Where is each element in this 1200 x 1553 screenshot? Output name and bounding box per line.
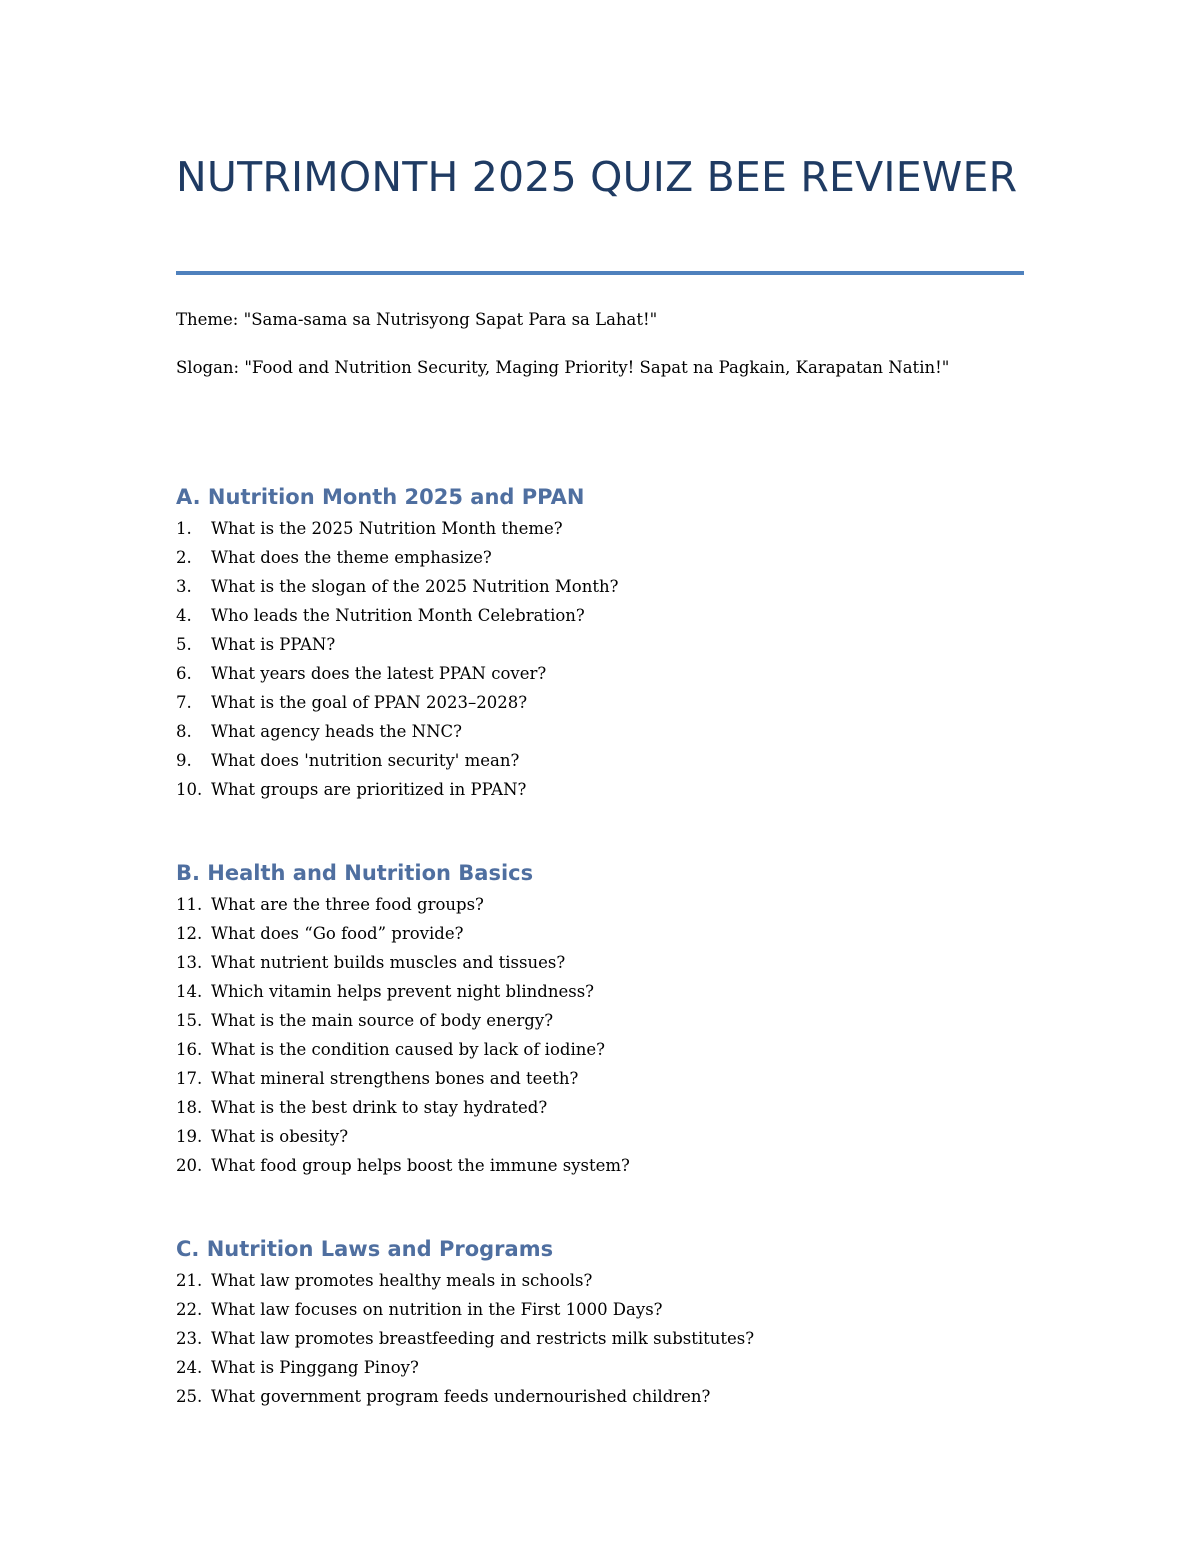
theme-line: Theme: "Sama-sama sa Nutrisyong Sapat Para sa Lahat!" — [176, 310, 658, 329]
question-text: What is the slogan of the 2025 Nutrition Month? — [211, 577, 619, 596]
question-text: What is the main source of body energy? — [211, 1011, 554, 1030]
question-number: 4. — [176, 606, 192, 625]
question-item — [176, 1006, 1036, 1035]
question-item — [176, 1266, 1036, 1295]
question-number: 6. — [176, 664, 192, 683]
question-item — [176, 572, 1036, 601]
question-number: 18. — [176, 1098, 203, 1117]
title-divider — [176, 271, 1024, 275]
slogan-line: Slogan: "Food and Nutrition Security, Maging Priority! Sapat na Pagkain, Karapatan Natin!" — [176, 358, 950, 377]
section-heading: A. Nutrition Month 2025 and PPAN — [176, 485, 585, 509]
section-heading: B. Health and Nutrition Basics — [176, 861, 534, 885]
section-nutrition-laws — [176, 1234, 1036, 1411]
question-number: 7. — [176, 693, 192, 712]
section-heading: C. Nutrition Laws and Programs — [176, 1237, 554, 1261]
question-text: What years does the latest PPAN cover? — [211, 664, 547, 683]
question-text: What agency heads the NNC? — [211, 722, 463, 741]
question-item — [176, 688, 1036, 717]
question-number: 19. — [176, 1127, 203, 1146]
question-item — [176, 1382, 1036, 1411]
question-text: What is the condition caused by lack of iodine? — [211, 1040, 605, 1059]
question-text: What food group helps boost the immune system? — [211, 1156, 630, 1175]
question-number: 11. — [176, 895, 203, 914]
question-number: 5. — [176, 635, 192, 654]
question-text: What government program feeds undernourished children? — [211, 1387, 711, 1406]
question-text: What mineral strengthens bones and teeth? — [211, 1069, 579, 1088]
question-item — [176, 514, 1036, 543]
question-item — [176, 919, 1036, 948]
question-number: 23. — [176, 1329, 203, 1348]
question-item — [176, 1122, 1036, 1151]
question-text: What is the best drink to stay hydrated? — [211, 1098, 548, 1117]
question-text: Who leads the Nutrition Month Celebration? — [211, 606, 585, 625]
question-item — [176, 1093, 1036, 1122]
question-item — [176, 1064, 1036, 1093]
question-text: What does “Go food” provide? — [211, 924, 464, 943]
question-number: 9. — [176, 751, 192, 770]
question-number: 21. — [176, 1271, 203, 1290]
question-text: What is PPAN? — [211, 635, 336, 654]
question-list — [176, 1266, 1036, 1411]
question-text: What law promotes healthy meals in schools? — [211, 1271, 593, 1290]
question-item — [176, 630, 1036, 659]
question-item — [176, 977, 1036, 1006]
question-number: 1. — [176, 519, 192, 538]
question-text: Which vitamin helps prevent night blindness? — [211, 982, 595, 1001]
question-text: What law promotes breastfeeding and restricts milk substitutes? — [211, 1329, 755, 1348]
question-item — [176, 890, 1036, 919]
question-item — [176, 775, 1036, 804]
question-number: 20. — [176, 1156, 203, 1175]
question-item — [176, 601, 1036, 630]
question-list — [176, 890, 1036, 1180]
question-item — [176, 659, 1036, 688]
question-text: What is Pinggang Pinoy? — [211, 1358, 419, 1377]
question-text: What does 'nutrition security' mean? — [211, 751, 520, 770]
question-number: 8. — [176, 722, 192, 741]
question-list — [176, 514, 1036, 804]
question-item — [176, 746, 1036, 775]
question-text: What nutrient builds muscles and tissues? — [211, 953, 566, 972]
question-item — [176, 1295, 1036, 1324]
question-text: What is the goal of PPAN 2023–2028? — [211, 693, 528, 712]
question-text: What is obesity? — [211, 1127, 349, 1146]
question-number: 25. — [176, 1387, 203, 1406]
question-number: 14. — [176, 982, 203, 1001]
question-text: What does the theme emphasize? — [211, 548, 492, 567]
question-number: 2. — [176, 548, 192, 567]
question-number: 17. — [176, 1069, 203, 1088]
question-number: 22. — [176, 1300, 203, 1319]
question-text: What is the 2025 Nutrition Month theme? — [211, 519, 563, 538]
question-text: What are the three food groups? — [211, 895, 484, 914]
question-item — [176, 543, 1036, 572]
question-item — [176, 1035, 1036, 1064]
question-number: 24. — [176, 1358, 203, 1377]
question-item — [176, 1151, 1036, 1180]
section-health-basics — [176, 858, 1036, 1180]
question-number: 3. — [176, 577, 192, 596]
question-number: 12. — [176, 924, 203, 943]
question-item — [176, 717, 1036, 746]
question-text: What law focuses on nutrition in the First 1000 Days? — [211, 1300, 663, 1319]
section-nutrition-month — [176, 482, 1036, 804]
question-number: 10. — [176, 780, 203, 799]
question-item — [176, 1353, 1036, 1382]
question-text: What groups are prioritized in PPAN? — [211, 780, 527, 799]
question-number: 13. — [176, 953, 203, 972]
question-number: 16. — [176, 1040, 203, 1059]
question-item — [176, 1324, 1036, 1353]
document-title: NUTRIMONTH 2025 QUIZ BEE REVIEWER — [176, 153, 1018, 201]
question-item — [176, 948, 1036, 977]
question-number: 15. — [176, 1011, 203, 1030]
